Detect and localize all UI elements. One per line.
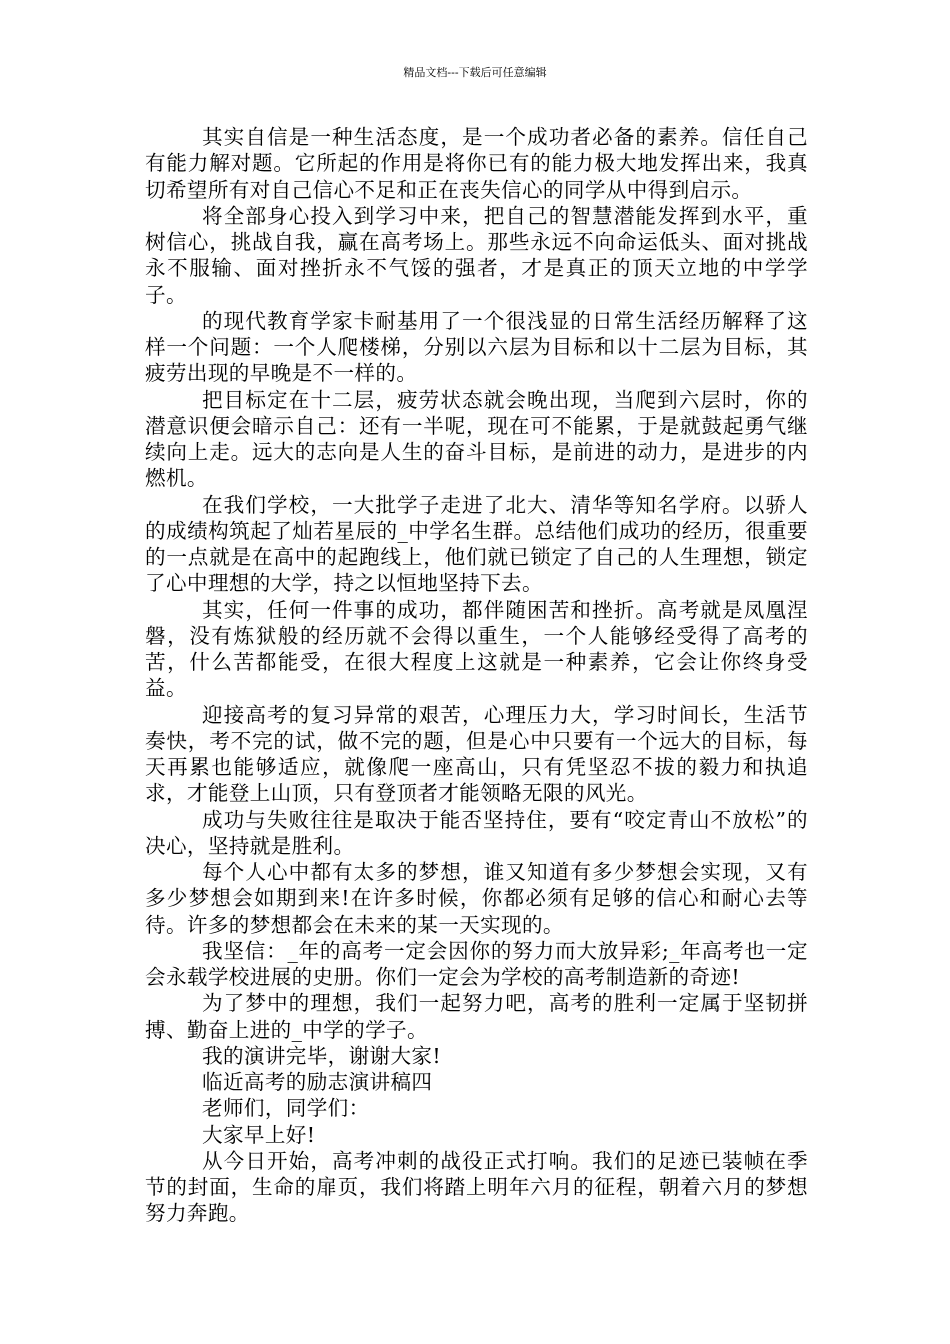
paragraph: 的现代教育学家卡耐基用了一个很浅显的日常生活经历解释了这样一个问题：一个人爬楼梯，分别以六层为目标和以十二层为目标，其疲劳出现的早晚是不一样的。 (145, 308, 808, 386)
paragraph: 把目标定在十二层，疲劳状态就会晚出现，当爬到六层时，你的潜意识便会暗示自己：还有一半呢，现在可不能累，于是就鼓起勇气继续向上走。远大的志向是人生的奋斗目标，是前进的动力，是进步的内燃机。 (145, 387, 808, 491)
paragraph: 在我们学校，一大批学子走进了北大、清华等知名学府。以骄人的成绩构筑起了灿若星辰的_中学名生群。总结他们成功的经历，很重要的一点就是在高中的起跑线上，他们就已锁定了自己的人生理想，锁定了心中理想的大学，持之以恒地坚持下去。 (145, 492, 808, 596)
paragraph: 其实自信是一种生活态度，是一个成功者必备的素养。信任自己有能力解对题。它所起的作用是将你已有的能力极大地发挥出来，我真切希望所有对自己信心不足和正在丧失信心的同学从中得到启示。 (145, 125, 808, 202)
paragraph: 将全部身心投入到学习中来，把自己的智慧潜能发挥到水平，重树信心，挑战自我，赢在高考场上。那些永远不向命运低头、面对挑战永不服输、面对挫折永不气馁的强者，才是真正的顶天立地的中学学子。 (145, 203, 808, 307)
paragraph: 每个人心中都有太多的梦想，谁又知道有多少梦想会实现，又有多少梦想会如期到来!在许多时候，你都必须有足够的信心和耐心去等待。许多的梦想都会在未来的某一天实现的。 (145, 860, 808, 937)
page-header: 精品文档---下载后可任意编辑 (403, 66, 547, 79)
paragraph: 为了梦中的理想，我们一起努力吧，高考的胜利一定属于坚韧拼搏、勤奋上进的_中学的学子。 (145, 991, 808, 1042)
section-title: 临近高考的励志演讲稿四 (202, 1070, 433, 1094)
paragraph: 我的演讲完毕，谢谢大家! (202, 1043, 442, 1068)
paragraph: 其实，任何一件事的成功，都伴随困苦和挫折。高考就是凤凰涅磐，没有炼狱般的经历就不会得以重生，一个人能够经受得了高考的苦，什么苦都能受，在很大程度上这就是一种素养，它会让你终身受益。 (145, 597, 808, 701)
document-body (145, 124, 808, 1227)
salutation: 老师们，同学们： (202, 1096, 370, 1121)
greeting: 大家早上好! (202, 1122, 316, 1147)
paragraph: 迎接高考的复习异常的艰苦，心理压力大，学习时间长，生活节奏快，考不完的试，做不完的题，但是心中只要有一个远大的目标，每天再累也能够适应，就像爬一座高山，只有凭坚忍不拔的毅力和执追求，才能登上山顶，只有登顶者才能领略无限的风光。 (145, 702, 808, 806)
paragraph: 从今日开始，高考冲刺的战役正式打响。我们的足迹已装帧在季节的封面，生命的扉页，我们将踏上明年六月的征程，朝着六月的梦想努力奔跑。 (145, 1148, 808, 1226)
paragraph: 我坚信：_年的高考一定会因你的努力而大放异彩;_年高考也一定会永载学校进展的史册。你们一定会为学校的高考制造新的奇迹! (145, 938, 808, 989)
paragraph: 成功与失败往往是取决于能否坚持住，要有“咬定青山不放松”的决心，坚持就是胜利。 (145, 807, 809, 858)
